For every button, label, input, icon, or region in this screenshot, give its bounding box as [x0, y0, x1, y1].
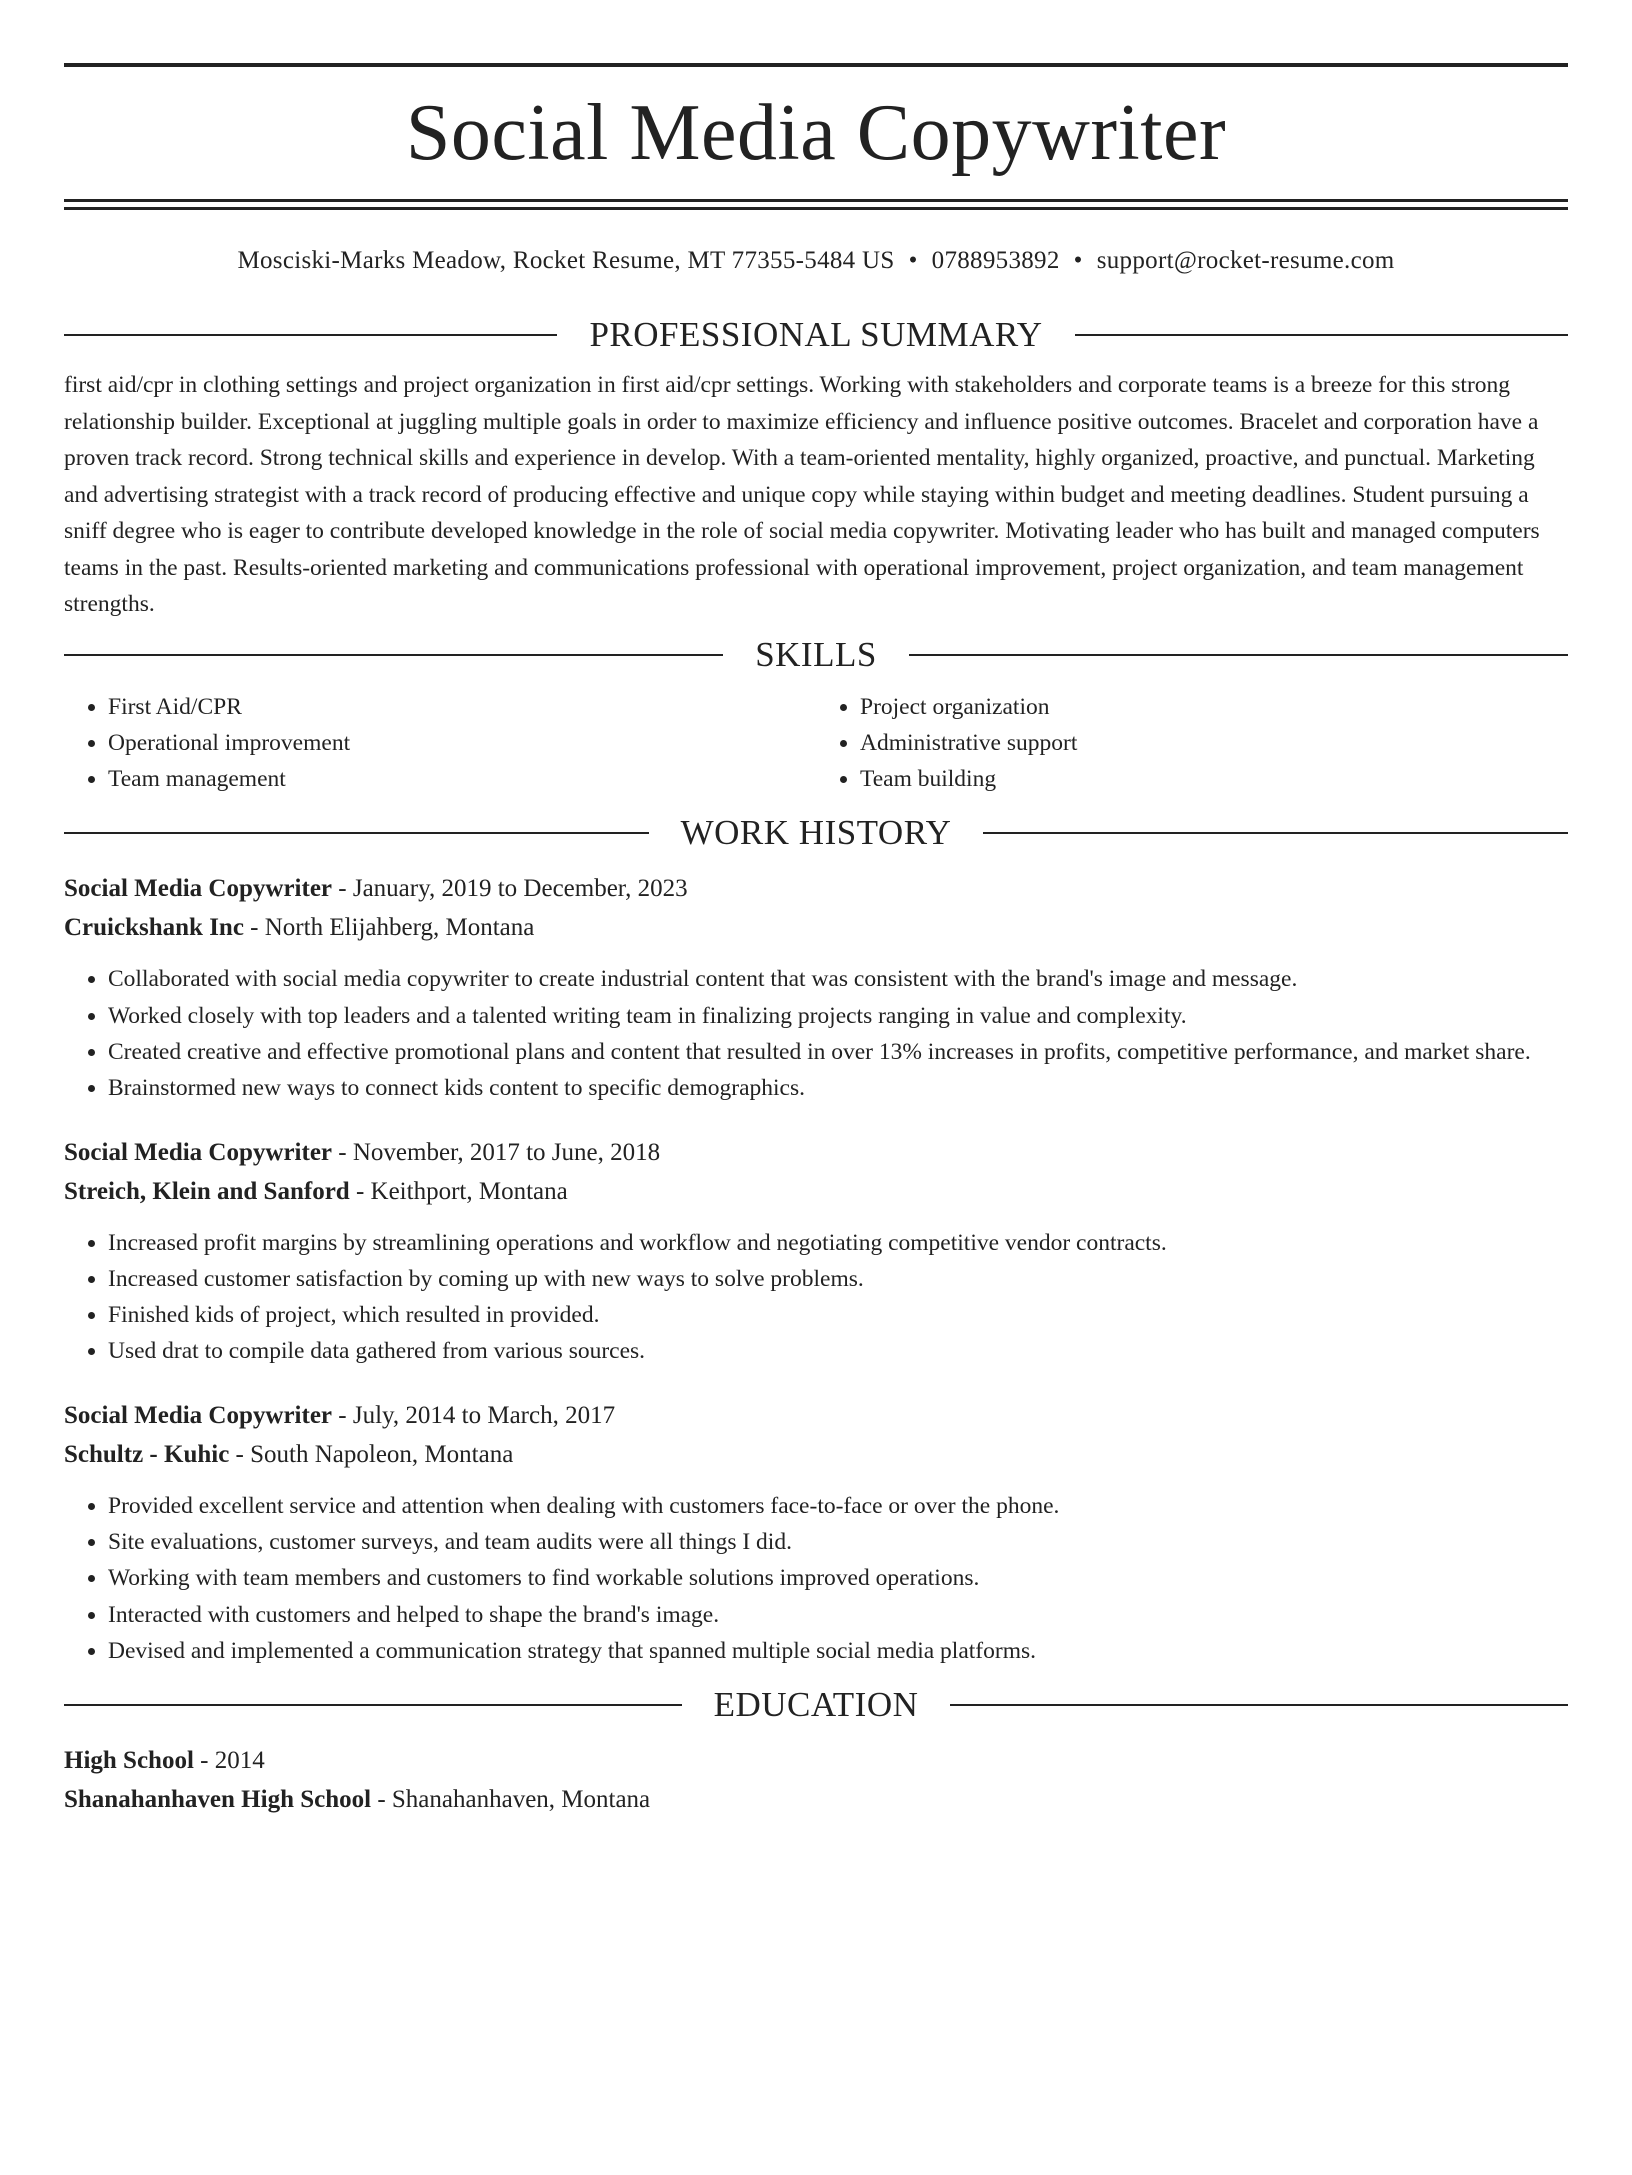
contact-address: Mosciski-Marks Meadow, Rocket Resume, MT 77355-5484 US	[237, 247, 895, 274]
job-company-line	[64, 1435, 1568, 1474]
job-dash: -	[332, 1138, 353, 1166]
job-bullets	[64, 1488, 1568, 1669]
heading-rule-left	[64, 654, 723, 656]
contact-phone: 0788953892	[931, 247, 1060, 274]
job-dash: -	[229, 1440, 251, 1468]
skills-column-right	[816, 689, 1568, 798]
job-title-line	[64, 1396, 1568, 1435]
job-bullet: • Collaborated with social media copywriter to create industrial content that was consistent with the brand's image and message.	[108, 961, 1568, 997]
education-heading	[64, 1683, 1568, 1727]
heading-rule-right	[950, 1704, 1568, 1706]
work-heading	[64, 811, 1568, 855]
job-title: Social Media Copywriter	[64, 1401, 333, 1429]
job-company-line	[64, 1172, 1568, 1211]
heading-rule-right	[1075, 334, 1568, 336]
education-dash: -	[371, 1786, 392, 1814]
resume-title: Social Media Copywriter	[405, 89, 1227, 177]
job-bullet: • Interacted with customers and helped to shape the brand's image.	[108, 1597, 1568, 1633]
contact-line	[64, 244, 1568, 278]
summary-text: first aid/cpr in clothing settings and project organization in first aid/cpr settings. Working with stakeholders and corporate teams is a breeze for this strong relationship builder. Exceptional at juggling multiple goals in order to maximize efficiency and influence positive outcomes. Bracelet and corporation have a proven track record. Strong technical skills and experience in develop. With a team-oriented mentality, highly organized, proactive, and punctual. Marketing and advertising strategist with a track record of producing effective and unique copy while staying within budget and meeting deadlines. Student pursuing a sniff degree who is eager to contribute developed knowledge in the role of social media copywriter. Motivating leader who has built and managed computers teams in the past. Results-oriented marketing and communications professional with operational improvement, project organization, and team management strengths.	[64, 372, 1540, 617]
education-dash: -	[193, 1747, 215, 1775]
work-heading-label: WORK HISTORY	[680, 813, 952, 853]
job-entry	[64, 869, 1568, 1106]
education-entry	[64, 1741, 1568, 1819]
skill-item: • Project organization	[860, 689, 1568, 725]
education-year: 2014	[214, 1747, 265, 1775]
summary-heading	[64, 313, 1568, 357]
job-location: Keithport, Montana	[370, 1177, 568, 1205]
job-bullet: • Provided excellent service and attention when dealing with customers face-to-face or over the phone.	[108, 1488, 1568, 1524]
summary-heading-label: PROFESSIONAL SUMMARY	[589, 315, 1043, 354]
job-entry	[64, 1133, 1568, 1370]
contact-separator: •	[908, 247, 918, 274]
job-company: Cruickshank Inc	[64, 914, 244, 942]
job-dates: January, 2019 to December, 2023	[352, 875, 688, 903]
job-dates: July, 2014 to March, 2017	[352, 1401, 616, 1429]
job-dash: -	[332, 875, 353, 903]
job-company: Streich, Klein and Sanford	[64, 1177, 350, 1205]
job-title-line	[64, 869, 1568, 908]
education-heading-label: EDUCATION	[713, 1685, 919, 1725]
skills-heading	[64, 633, 1568, 677]
education-school: Shanahanhaven High School	[64, 1786, 372, 1814]
job-location: North Elijahberg, Montana	[264, 914, 535, 942]
job-title: Social Media Copywriter	[64, 1138, 333, 1166]
job-dates: November, 2017 to June, 2018	[352, 1138, 661, 1166]
job-bullet: • Devised and implemented a communication strategy that spanned multiple social media platforms.	[108, 1633, 1568, 1669]
skills-column-left	[64, 689, 816, 798]
job-dash: -	[332, 1401, 353, 1429]
skill-item: • Team management	[108, 761, 816, 797]
skill-item: • Operational improvement	[108, 725, 816, 761]
skills-heading-label: SKILLS	[755, 634, 877, 674]
job-title-line	[64, 1133, 1568, 1172]
skill-item: • Administrative support	[860, 725, 1568, 761]
job-bullet: • Used drat to compile data gathered from various sources.	[108, 1333, 1568, 1369]
skill-item: • Team building	[860, 761, 1568, 797]
heading-rule-left	[64, 334, 557, 336]
education-degree: High School	[64, 1747, 194, 1775]
resume-page	[0, 63, 1632, 2175]
education-school-line	[64, 1780, 1568, 1819]
job-bullets	[64, 961, 1568, 1106]
job-bullet: • Finished kids of project, which resulted in provided.	[108, 1297, 1568, 1333]
title-double-divider	[64, 199, 1568, 210]
job-location: South Napoleon, Montana	[250, 1440, 514, 1468]
job-entry	[64, 1396, 1568, 1669]
job-dash: -	[243, 914, 265, 942]
job-dash: -	[349, 1177, 371, 1205]
contact-separator: •	[1073, 247, 1083, 274]
education-location: Shanahanhaven, Montana	[391, 1786, 651, 1814]
job-bullet: • Working with team members and customers to find workable solutions improved operations.	[108, 1560, 1568, 1596]
job-title: Social Media Copywriter	[64, 875, 333, 903]
job-bullet: • Increased customer satisfaction by coming up with new ways to solve problems.	[108, 1261, 1568, 1297]
contact-email: support@rocket-resume.com	[1096, 247, 1395, 274]
education-degree-line	[64, 1741, 1568, 1780]
heading-rule-right	[983, 832, 1568, 834]
job-bullet: • Worked closely with top leaders and a talented writing team in finalizing projects ranging in value and complexity.	[108, 998, 1568, 1034]
skills-list	[64, 689, 1568, 798]
heading-rule-right	[909, 654, 1568, 656]
job-company-line	[64, 908, 1568, 947]
job-company: Schultz - Kuhic	[64, 1440, 230, 1468]
job-bullet: • Brainstormed new ways to connect kids content to specific demographics.	[108, 1070, 1568, 1106]
skill-item: • First Aid/CPR	[108, 689, 816, 725]
job-bullet: • Increased profit margins by streamlining operations and workflow and negotiating competitive vendor contracts.	[108, 1225, 1568, 1261]
job-bullet: • Created creative and effective promotional plans and content that resulted in over 13% increases in profits, competitive performance, and market share.	[108, 1034, 1568, 1070]
top-divider	[64, 63, 1568, 67]
heading-rule-left	[64, 1704, 682, 1706]
job-bullet: • Site evaluations, customer surveys, and team audits were all things I did.	[108, 1524, 1568, 1560]
job-bullets	[64, 1225, 1568, 1370]
heading-rule-left	[64, 832, 649, 834]
